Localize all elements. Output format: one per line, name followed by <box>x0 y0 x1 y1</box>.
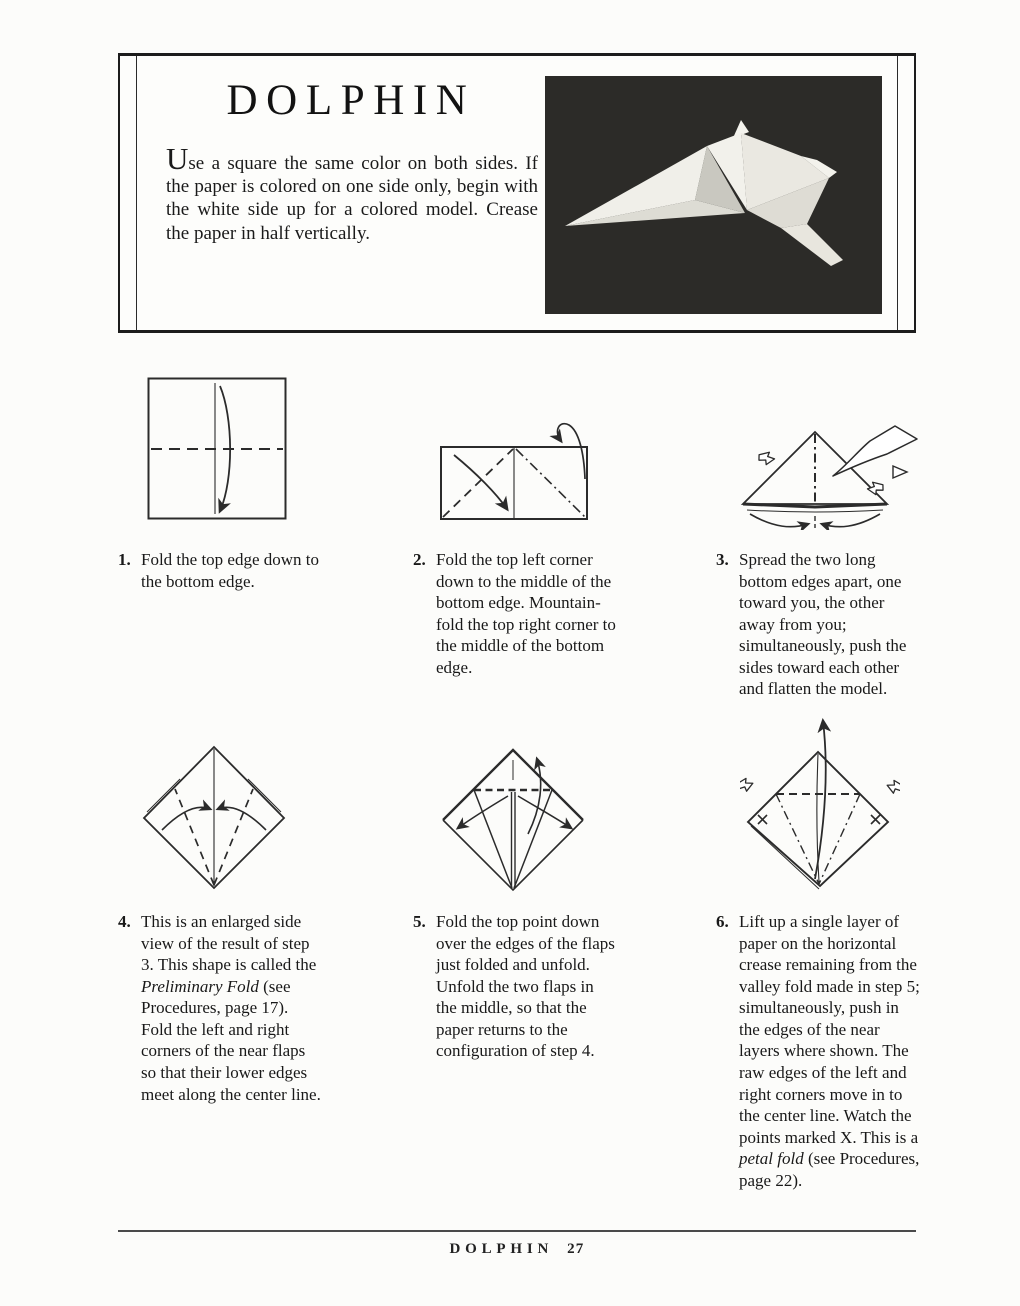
step-number: 4. <box>118 912 131 931</box>
panel-right-rule <box>897 56 898 330</box>
step-number: 3. <box>716 550 729 569</box>
page-number: 27 <box>567 1241 585 1257</box>
step-3-diagram <box>730 418 920 530</box>
open-triangle-symbol <box>893 466 907 478</box>
valley-fold-line <box>443 449 513 517</box>
layer-edge-line <box>751 826 819 889</box>
step-number: 1. <box>118 550 131 569</box>
step-2 <box>413 549 617 678</box>
x-mark-left <box>758 815 767 824</box>
step-number: 2. <box>413 550 426 569</box>
step-6-diagram <box>740 714 900 896</box>
valley-fold-line-left <box>175 789 214 885</box>
layer-edge-left <box>147 779 180 812</box>
step-instruction: This is an enlarged side view of the result of step 3. This shape is called the Preliminary Fold (see Procedures, page 17). Fold the left and right corners of the near flaps so that their lower edges meet along the center line. <box>141 912 321 1104</box>
layer-edge-line <box>747 510 883 512</box>
mountain-fold-arrow <box>557 424 585 479</box>
squash-arrow-left <box>750 514 808 527</box>
fold-arrow-left <box>162 807 210 830</box>
fold-arrow-right <box>218 807 266 830</box>
unfold-arrow-left <box>458 796 508 828</box>
step-1-diagram <box>147 377 287 521</box>
step-3 <box>716 549 920 700</box>
step-6 <box>716 911 920 1192</box>
panel-left-rule <box>136 56 137 330</box>
footer-title: DOLPHIN <box>449 1241 554 1257</box>
step-2-diagram <box>438 417 606 523</box>
page-title: DOLPHIN <box>226 77 476 124</box>
push-arrow-left <box>740 776 754 793</box>
turn-over-symbol <box>833 426 917 476</box>
mountain-fold-line <box>516 449 585 517</box>
valley-fold-line-right <box>214 789 253 885</box>
mountain-fold-line-left <box>776 794 819 884</box>
finished-model-photo <box>545 76 882 314</box>
paper-outline-bottom <box>443 820 583 890</box>
layer-edge-right <box>248 779 281 812</box>
step-instruction: Fold the top left corner down to the middle of the bottom edge. Mountain-fold the top right corner to the middle of the bottom edge. <box>436 550 616 677</box>
footer-rule <box>118 1230 916 1232</box>
step-instruction: Spread the two long bottom edges apart, one toward you, the other away from you; simultaneously, push the sides toward each other and flatten the model. <box>739 550 907 699</box>
intro-drop-cap: U <box>166 141 189 176</box>
step-5 <box>413 911 617 1062</box>
step-number: 5. <box>413 912 426 931</box>
step-instruction: Fold the top point down over the edges of the flaps just folded and unfold. Unfold the two flaps in the middle, so that the paper returns to the configuration of step 4. <box>436 912 615 1061</box>
step-4 <box>118 911 322 1105</box>
x-mark-right <box>871 815 880 824</box>
intro-text: se a square the same color on both sides. If the paper is colored on one side only, begin with the white side up for a colored model. Crease the paper in half vertically. <box>166 153 538 244</box>
push-arrow-left <box>757 448 776 467</box>
push-arrow-right <box>866 478 885 497</box>
intro-paragraph <box>166 141 538 245</box>
step-instruction: Lift up a single layer of paper on the horizontal crease remaining from the valley fold made in step 5; simultaneously, push in the edges of the near layers where shown. The raw edges of the left and right corners move in to the center line. Watch the points marked X. This is a petal fold (see Procedures, page 22). <box>739 912 920 1190</box>
step-number: 6. <box>716 912 729 931</box>
step-5-diagram <box>438 738 588 896</box>
title-panel <box>118 53 916 333</box>
step-instruction: Fold the top edge down to the bottom edge. <box>141 550 320 591</box>
running-footer <box>118 1241 916 1258</box>
push-arrow-right <box>886 778 900 795</box>
step-1 <box>118 549 322 592</box>
step-4-diagram <box>138 742 290 892</box>
squash-arrow-right <box>822 514 880 527</box>
